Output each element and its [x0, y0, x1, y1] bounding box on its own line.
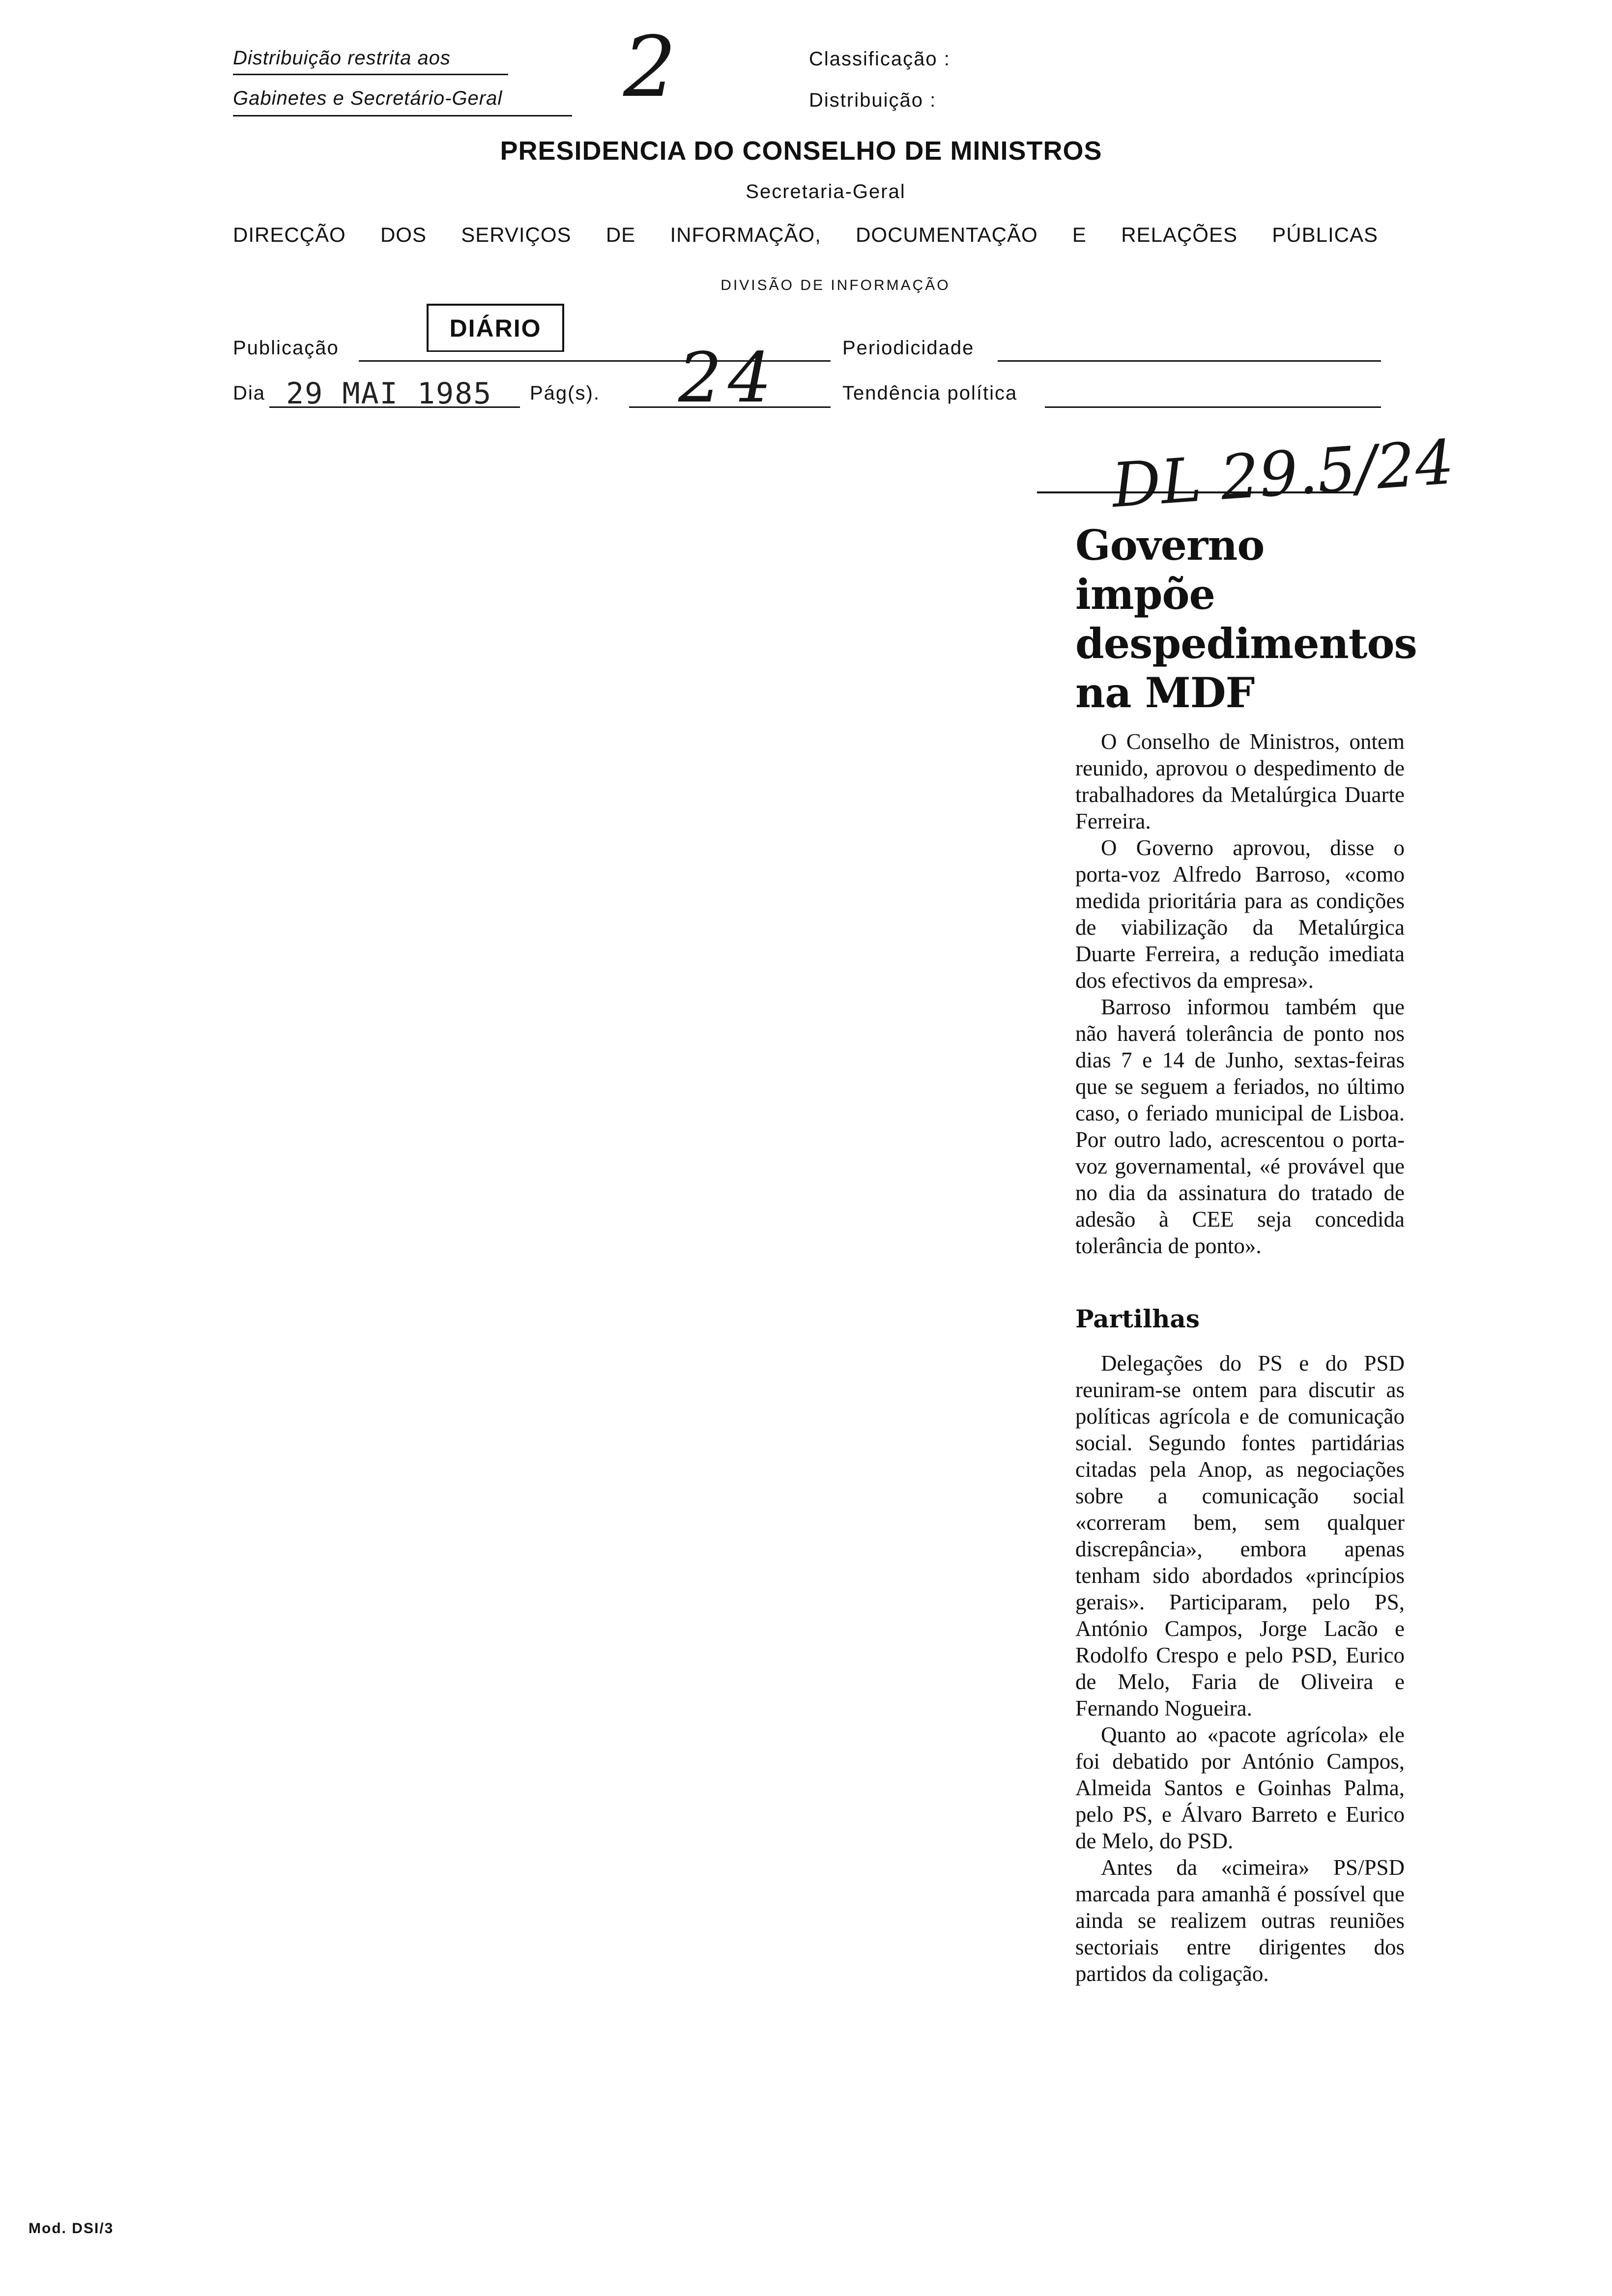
page-subtitle: Secretaria-Geral — [746, 181, 906, 202]
article-paragraph: Quanto ao «pacote agrícola» ele foi debatido por António Campos, Almeida Santos e Goinhas Palma, pelo PS, e Álvaro Barreto e Eurico de Melo, do PSD. — [1075, 1722, 1405, 1853]
article-subheading: Partilhas — [1075, 1304, 1200, 1333]
tendency-label: Tendência política — [842, 382, 1018, 404]
underline — [233, 115, 572, 116]
classification-label: Classificação : — [809, 48, 950, 70]
date-stamp: 29 MAI 1985 — [286, 376, 492, 411]
handwritten-reference: DL 29.5/24 — [1109, 427, 1457, 522]
article-paragraph: Barroso informou também que não haverá tolerância de ponto nos dias 7 e 14 de Junho, sextas-feiras que se seguem a feriados, no último caso, o feriado municipal de Lisboa. Por outro lado, acrescentou o porta-voz governamental, «é provável que no dia da assinatura do tratado de adesão à CEE seja concedida tolerância de ponto». — [1075, 995, 1405, 1258]
periodicity-field-line — [998, 360, 1381, 362]
article-paragraph: O Governo aprovou, disse o porta-voz Alfredo Barroso, «como medida prioritária para as condições de viabilização da Metalúrgica Duarte Ferreira, a redução imediata dos efectivos da empresa». — [1075, 835, 1405, 993]
restricted-distribution-line1: Distribuição restrita aos — [233, 47, 451, 69]
tendency-field-line — [1045, 406, 1381, 408]
article-paragraph: O Conselho de Ministros, ontem reunido, aprovou o despedimento de trabalhadores da Metalúrgica Duarte Ferreira. — [1075, 729, 1405, 833]
page-title: PRESIDENCIA DO CONSELHO DE MINISTROS — [500, 136, 1102, 166]
direction-line: DIRECÇÃO DOS SERVIÇOS DE INFORMAÇÃO, DOCUMENTAÇÃO E RELAÇÕES PÚBLICAS — [233, 223, 1378, 246]
handwritten-number: 2 — [623, 19, 677, 116]
division-line: DIVISÃO DE INFORMAÇÃO — [720, 277, 950, 293]
publication-stamp: DIÁRIO — [427, 304, 564, 352]
handwritten-strike-line — [1037, 491, 1356, 493]
handwritten-pages: 24 — [678, 338, 778, 418]
restricted-distribution-line2: Gabinetes e Secretário-Geral — [233, 87, 503, 109]
pages-label: Pág(s). — [530, 382, 600, 404]
day-field-line — [269, 406, 520, 408]
article-body — [1075, 728, 1405, 1259]
article-paragraph: Delegações do PS e do PSD reuniram-se ontem para discutir as políticas agrícola e de comunicação social. Segundo fontes partidárias citadas pela Anop, as negociações sobre a comunicação social «correram bem, sem qualquer discrepância», embora apenas tenham sido abordados «princípios gerais». Participaram, pelo PS, António Campos, Jorge Lacão e Rodolfo Crespo e pelo PSD, Eurico de Melo, Faria de Oliveira e Fernando Nogueira. — [1075, 1351, 1405, 1721]
article-headline: Governo impõe despedimentos na MDF — [1075, 521, 1417, 717]
article-body-2 — [1075, 1350, 1405, 1987]
publication-label: Publicação — [233, 337, 339, 359]
day-label: Dia — [233, 382, 266, 404]
underline — [233, 74, 508, 75]
article-paragraph: Antes da «cimeira» PS/PSD marcada para amanhã é possível que ainda se realizem outras reuniões sectoriais entre dirigentes dos partidos da coligação. — [1075, 1855, 1405, 1986]
periodicity-label: Periodicidade — [842, 337, 975, 359]
article-clipping — [1075, 521, 1417, 1987]
distribution-label: Distribuição : — [809, 89, 937, 111]
form-code: Mod. DSI/3 — [29, 2220, 114, 2237]
